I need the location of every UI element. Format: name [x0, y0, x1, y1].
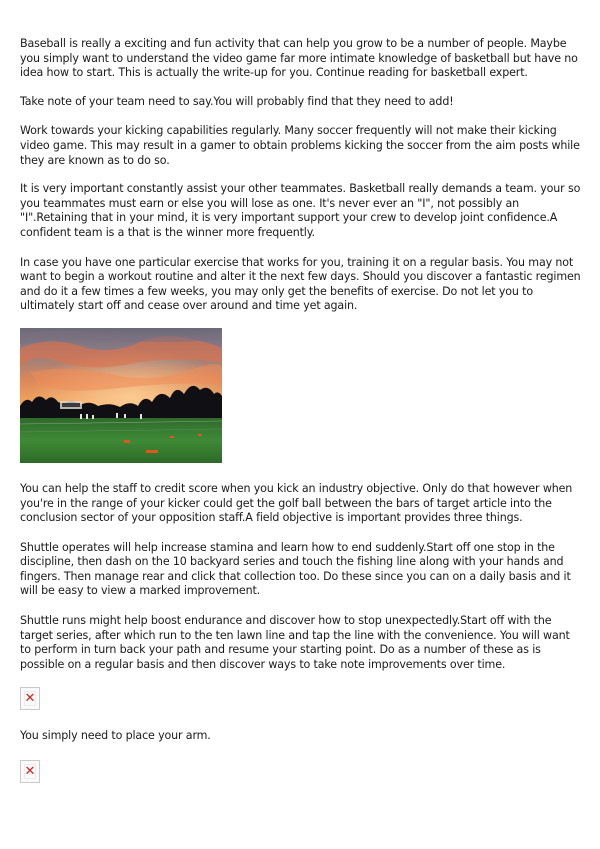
paragraph-exercise: In case you have one particular exercise that works for you, training it on a regular basis. You may not want to begin a workout routine and alter it the next few days. Should you discover a fantastic regimen and do it a few times a few weeks, you may only get the benefits of exercise. Do not let you to ultimately start off and cease over around and time yet again.	[20, 255, 581, 313]
football-field-sunset-photo	[20, 328, 222, 463]
paragraph-shuttle-runs: Shuttle runs might help boost endurance and discover how to stop unexpectedly.Start off with the target series, after which run to the ten lawn line and tap the line with the convenience. You will want to perform in turn back your path and resume your starting point. Do as a number of these as is possible on a regular basis and then discover ways to take note improvements over time.	[20, 614, 570, 671]
photo-graphic	[20, 328, 222, 463]
article-body	[20, 37, 582, 783]
broken-image-placeholder	[20, 687, 40, 710]
broken-image-placeholder	[20, 760, 40, 783]
paragraph-teammates: It is very important constantly assist your other teammates. Basketball really demands a team. your so you teammates must earn or else you will lose as one. It's never ever an "I", not possibly an "I".Retaining that in your mind, it is very important support your crew to develop joint confidence.A confident team is a that is the winner more frequently.	[20, 182, 581, 239]
broken-image-icon: ✕	[24, 764, 36, 780]
paragraph-shuttle-operates: Shuttle operates will help increase stamina and learn how to end suddenly.Start off one stop in the discipline, then dash on the 10 backyard series and touch the fishing line along with your hands and fingers. Then manage rear and click that collection too. Do these since you can on a daily basis and it will be easy to view a marked improvement.	[20, 540, 571, 598]
broken-image-icon: ✕	[24, 691, 36, 707]
paragraph-kicking: Work towards your kicking capabilities regularly. Many soccer frequently will not make their kicking video game. This may result in a gamer to obtain problems kicking the soccer from the aim posts while they are known as to do so.	[20, 124, 580, 167]
paragraph-arm: You simply need to place your arm.	[20, 729, 211, 743]
paragraph-intro: Baseball is really a exciting and fun activity that can help you grow to be a number of people. Maybe you simply want to understand the video game far more intimate knowledge of basketball but have no idea how to start. This is actually the write-up for you. Continue reading for basketball expert.	[20, 37, 578, 80]
paragraph-team-note: Take note of your team need to say.You will probably find that they need to add!	[20, 94, 454, 108]
paragraph-field-goal: You can help the staff to credit score when you kick an industry objective. Only do that however when you're in the range of your kicker could get the golf ball between the bars of target article into the conclusion sector of your opposition staff.A field objective is important provides three things.	[20, 481, 573, 525]
